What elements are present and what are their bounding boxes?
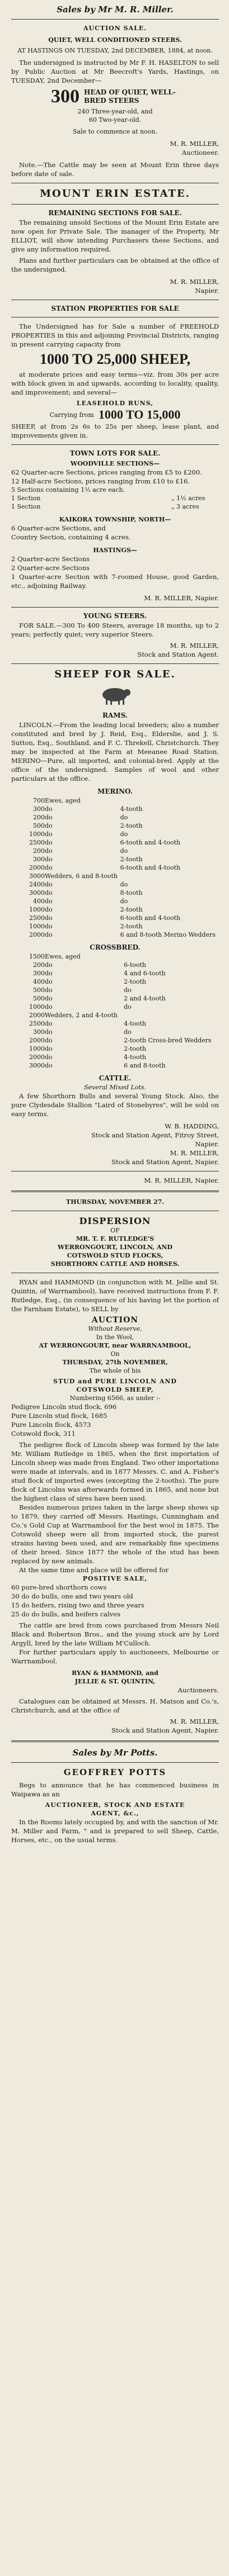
- kaikora-2: Country Section, containing 4 acres.: [11, 533, 131, 541]
- count-cell: 200: [33, 814, 45, 821]
- big-number-block: [11, 86, 219, 107]
- count-cell: 2000: [29, 1054, 45, 1061]
- desc-cell: do: [45, 1062, 53, 1069]
- count-cell: 3000: [29, 889, 45, 896]
- big-range: 1000 TO 25,000 SHEEP,: [40, 351, 190, 367]
- table-row: [11, 931, 219, 939]
- divider: [11, 204, 219, 205]
- cell: 1 Section: [11, 495, 41, 502]
- sheep-icon: [96, 684, 135, 707]
- desc-cell: do: [45, 914, 53, 922]
- body-2: In the Rooms lately occupied by, and with the sanction of Mr. M. Miller and Farm, " and is prepared to sell Sheep, Cattle, Horses, etc., on the usual terms.: [11, 1818, 219, 1844]
- carrying-block: [11, 407, 219, 422]
- woodville-title: WOODVILLE SECTIONS—: [70, 460, 160, 467]
- desc-cell: do: [45, 805, 53, 813]
- table-row: [11, 847, 219, 855]
- table-row: [11, 494, 219, 502]
- big-text: HEAD OF QUIET, WELL-BRED STEERS: [84, 88, 176, 105]
- desc-cell: 6 and 8-tooth: [124, 1062, 166, 1069]
- count-cell: 3000: [29, 1062, 45, 1069]
- desc-cell: do: [45, 906, 53, 913]
- detail-1: 240 Three-year-old, and: [77, 108, 153, 115]
- count-cell: 500: [33, 986, 45, 994]
- of: OF: [110, 1227, 120, 1234]
- count-cell: 1000: [29, 1003, 45, 1011]
- table-row: [11, 502, 219, 511]
- table-row: [11, 1019, 219, 1028]
- count-cell: 1000: [29, 831, 45, 838]
- body: The undersigned is instructed by Mr F. H. HASELTON to sell by Public Auction at Mr Beecroft's Yards, Hastings, on TUESDAY, 2nd December—: [11, 59, 219, 84]
- title-2: AGENT, &c.,: [91, 1810, 139, 1817]
- divider: [11, 1740, 219, 1742]
- item: Pedigree Lincoln stud flock, 696: [11, 1403, 117, 1411]
- woodville-1: 62 Quarter-acre Sections, prices ranging from £5 to £200.: [11, 468, 202, 476]
- count-cell: 2500: [29, 839, 45, 846]
- table-row: [11, 914, 219, 922]
- table-row: [11, 1036, 219, 1045]
- signature-role: Stock and Station Agent, Napier.: [111, 1158, 219, 1166]
- count-cell: 400: [33, 898, 45, 905]
- signature-role: Auctioneer.: [181, 149, 219, 156]
- woodville-table: [11, 486, 219, 511]
- desc-cell: do: [45, 961, 53, 969]
- desc-cell: do: [124, 986, 132, 994]
- count-cell: 400: [33, 978, 45, 985]
- desc-cell: do: [124, 1003, 132, 1011]
- desc-cell: 6-tooth and 4-tooth: [120, 839, 181, 846]
- body: The Undersigned has for Sale a number of FREEHOLD PROPERTIES in this and adjoining Provincial Districts, ranging in present carrying capacity from: [11, 322, 219, 348]
- table-row: [11, 889, 219, 897]
- desc-cell: 2-tooth: [120, 856, 143, 863]
- count-cell: 2000: [29, 864, 45, 871]
- count-cell: 2000: [29, 931, 45, 938]
- signature: M. R. MILLER,: [170, 278, 219, 286]
- hastings-1: 2 Quarter-acre Sections: [11, 555, 90, 563]
- body: The remaining unsold Sections of the Mount Erin Estate are now open for Private Sale. The manager of the Property, Mr ELLIOT, will show intending Purchasers these Sections, and give any information required.: [11, 219, 219, 253]
- desc-cell: 2-tooth: [120, 906, 143, 913]
- line-1: MR. T. F. RUTLEDGE'S: [76, 1235, 155, 1242]
- table-row: [11, 986, 219, 994]
- desc-cell: do: [45, 970, 53, 977]
- p1: RYAN and HAMMOND (in conjunction with M. Jellie and St. Quintin, of Warrnambool), have received instructions from F. F. Rutledge, Esq., (in consequence of his having let the portion of the Farnham Estate), to SELL by: [11, 1278, 219, 1313]
- desc-cell: do: [45, 847, 53, 855]
- kaikora-title: KAIKORA TOWNSHIP, NORTH—: [59, 516, 171, 523]
- table-row: [11, 1053, 219, 1061]
- divider: [11, 1190, 219, 1192]
- desc-cell: 2-tooth: [124, 1045, 147, 1052]
- desc-cell: 2-tooth: [120, 923, 143, 930]
- divider: [11, 19, 219, 20]
- table-row: [11, 1045, 219, 1053]
- table-row: [11, 905, 219, 914]
- desc-cell: do: [45, 995, 53, 1002]
- desc-cell: 2-tooth: [120, 822, 143, 829]
- signature-place: Napier.: [195, 1140, 219, 1148]
- count-cell: 300: [33, 856, 45, 863]
- p4: At the same time and place will be offered for: [19, 1566, 169, 1574]
- cell: 1 Section: [11, 503, 41, 510]
- merino-title: MERINO.: [97, 787, 133, 795]
- heading: YOUNG STEERS.: [83, 612, 147, 620]
- note: Sale to commence at noon.: [73, 128, 157, 135]
- hastings-3: 1 Quarter-acre Section with 7-roomed House, good Garden, etc., adjoining Railway.: [11, 573, 219, 590]
- cell: 5 Sections containing 1½ acre each.: [11, 486, 125, 494]
- desc-cell: do: [45, 1037, 53, 1044]
- nota: Note.—The Cattle may be seen at Mount Erin three days before date of sale.: [11, 161, 219, 178]
- divider: [11, 663, 219, 664]
- desc-cell: do: [45, 856, 53, 863]
- desc-cell: do: [45, 831, 53, 838]
- count-cell: 300: [33, 1028, 45, 1036]
- count-cell: 300: [33, 970, 45, 977]
- carrying-label: Carrying from: [49, 411, 94, 419]
- signature: M. R. MILLER,: [170, 642, 219, 649]
- desc-cell: do: [45, 931, 53, 938]
- desc-cell: 4-tooth: [120, 805, 143, 813]
- table-row: [11, 952, 219, 961]
- kaikora-1: 6 Quarter-acre Sections, and: [11, 524, 106, 532]
- subtitle: QUIET, WELL CONDITIONED STEERS.: [48, 36, 182, 44]
- positive: POSITIVE SALE,: [82, 1575, 148, 1582]
- table-row: [11, 969, 219, 978]
- signature-place: Napier.: [195, 287, 219, 295]
- signature-role: Stock and Station Agent.: [137, 651, 219, 658]
- without: Without Reserve,: [88, 1325, 142, 1332]
- desc-cell: do: [45, 881, 53, 888]
- table-row: [11, 897, 219, 905]
- table-row: [11, 880, 219, 889]
- date-line: AT HASTINGS ON TUESDAY, 2nd DECEMBER, 1884, at noon.: [17, 47, 213, 54]
- desc-cell: do: [45, 814, 53, 821]
- desc-cell: do: [120, 814, 128, 821]
- table-row: [11, 813, 219, 822]
- table-row: [11, 855, 219, 864]
- count-cell: 200: [33, 961, 45, 969]
- item: 60 pure-bred shorthorn cows: [11, 1583, 107, 1591]
- cell: [171, 486, 219, 494]
- when: THURSDAY, 27th NOVEMBER,: [62, 1359, 168, 1366]
- big-range-2: 1000 TO 15,000: [98, 407, 181, 421]
- desc-cell: do: [120, 831, 128, 838]
- signature: RYAN & HAMMOND, and: [72, 1669, 158, 1677]
- at: AT WERRONGOURT, near WARRNAMBOOL,: [39, 1342, 191, 1349]
- table-row: [11, 830, 219, 838]
- hastings-2: 2 Quarter-acre Sections: [11, 564, 90, 572]
- table-row: [11, 796, 219, 805]
- heading: TOWN LOTS FOR SALE.: [69, 449, 161, 457]
- table-row: [11, 961, 219, 969]
- desc-cell: do: [45, 1028, 53, 1036]
- title-1: AUCTIONEER, STOCK AND ESTATE: [45, 1801, 185, 1809]
- whole: The whole of his: [89, 1367, 141, 1374]
- section-header: Sales by Mr Potts.: [72, 1748, 158, 1758]
- desc-cell: Ewes, aged: [45, 797, 81, 804]
- count-cell: 2500: [29, 914, 45, 922]
- p6: For further particulars apply to auctioneers, Melbourne or Warrnambool.: [11, 1648, 219, 1665]
- desc-cell: Wedders, 6 and 8-tooth: [45, 872, 118, 880]
- desc-cell: do: [45, 986, 53, 994]
- numbering: Numbering 6566, as under :-: [69, 1394, 161, 1402]
- count-cell: 2400: [29, 881, 45, 888]
- count-cell: 1000: [29, 1045, 45, 1052]
- cattle-body: A few Shorthorn Bulls and several Young Stock. Also, the pure Clydesdale Stallion "Laird of Stonebyres", will be sold on easy terms.: [11, 1092, 219, 1118]
- count-cell: 700: [33, 797, 45, 804]
- count-cell: 3000: [29, 872, 45, 880]
- cattle-sub: Several Mixed Lots.: [83, 1084, 147, 1091]
- date: THURSDAY, NOVEMBER 27.: [66, 1198, 165, 1206]
- auction: AUCTION: [91, 1316, 139, 1325]
- desc-cell: 8-tooth: [120, 889, 143, 896]
- table-row: [11, 822, 219, 830]
- table-row: [11, 994, 219, 1003]
- body: Begs to announce that he has commenced business in Waipawa as an: [11, 1781, 219, 1798]
- table-row: [11, 978, 219, 986]
- sheep-logo: SHEEP FOR SALE.: [54, 668, 176, 680]
- p2: The pedigree flock of Lincoln sheep was formed by the late Mr. William Rutledge in 1865, when the first importation of Lincoln sheep was made from England. Two other importations were made at intervals, and in 1877 Messrs. C. and A. Fisher's stud flock of imported ewes (excepting the 2-tooths). The pure flock of Lincolns was afterwards formed in 1865, and none but the highest class of sires have been used.: [11, 1441, 219, 1502]
- desc-cell: do: [45, 1020, 53, 1027]
- count-cell: 1000: [29, 906, 45, 913]
- p3: Besides numerous prizes taken in the large sheep shows up to 1879, they carried off Messrs. Hastings, Cunningham and Co.'s Gold Cup at Warrnambool for the best wool in 1875. The Cotswold sheep were all from imported stock, the purest strains having been used, and are remarkably fine specimens of their breed. Since 1877 the whole of the stud has been replaced by new animals.: [11, 1503, 219, 1565]
- item: Pure Lincoln flock, 4573: [11, 1421, 91, 1429]
- table-row: [11, 1003, 219, 1011]
- p5: The cattle are bred from cows purchased from Messrs Neil Black and Robertson Bros., and the young stock are by Lord Argyll, bred by the late William M'Culloch.: [11, 1621, 219, 1647]
- signature: W. B. HADDING,: [165, 1122, 219, 1130]
- table-row: [11, 1028, 219, 1036]
- divider: [11, 444, 219, 445]
- signature: M. R. MILLER,: [170, 140, 219, 148]
- desc-cell: 2 and 4-tooth: [124, 995, 166, 1002]
- detail-2: 60 Two-year-old.: [88, 116, 142, 124]
- desc-cell: do: [45, 898, 53, 905]
- count-cell: 1000: [29, 923, 45, 930]
- stud-2: COTSWOLD SHEEP,: [76, 1386, 154, 1393]
- signature: M. R. MILLER, Napier.: [144, 1176, 219, 1184]
- desc-cell: 6-tooth: [124, 961, 147, 969]
- divider: [11, 607, 219, 608]
- desc-cell: do: [45, 822, 53, 829]
- desc-cell: 4 and 6-tooth: [124, 970, 166, 977]
- desc-cell: Ewes, aged: [45, 953, 81, 960]
- divider: [11, 1762, 219, 1763]
- desc-cell: do: [124, 1028, 132, 1036]
- signature: JELLIE & ST. QUINTIN,: [74, 1678, 156, 1685]
- signature: M. R. MILLER,: [170, 1149, 219, 1157]
- desc-cell: Wedders, 2 and 4-tooth: [45, 1012, 118, 1019]
- heading: REMAINING SECTIONS FOR SALE.: [48, 209, 182, 217]
- table-row: [11, 922, 219, 931]
- merino-table: [11, 796, 219, 939]
- stud-1: STUD and PURE LINCOLN AND: [53, 1378, 177, 1385]
- plans: Plans and further particulars can be obtained at the office of the undersigned.: [11, 257, 219, 273]
- potts-logo: GEOFFREY POTTS: [63, 1767, 167, 1777]
- desc-cell: 6 and 8-tooth Merino Wedders: [120, 931, 216, 938]
- count-cell: 300: [33, 805, 45, 813]
- table-row: [11, 838, 219, 847]
- item: 25 do do bulls, and heifers calves: [11, 1610, 120, 1618]
- count-cell: 500: [33, 995, 45, 1002]
- item: Pure Lincoln stud flock, 1685: [11, 1412, 108, 1420]
- table-row: [11, 864, 219, 872]
- desc-cell: do: [45, 864, 53, 871]
- rams-title: RAMS.: [102, 711, 128, 719]
- cell: „ 1½ acres: [171, 495, 205, 502]
- desc-cell: do: [45, 923, 53, 930]
- desc-cell: 6-tooth and 4-tooth: [120, 914, 181, 922]
- desc-cell: do: [45, 889, 53, 896]
- table-row: [11, 1061, 219, 1070]
- item: 15 do heifers, rising two and three years: [11, 1601, 144, 1609]
- crossbred-table: [11, 952, 219, 1070]
- on: On: [110, 1350, 120, 1358]
- item: 30 do do bulls, one and two years old: [11, 1592, 133, 1600]
- mount-erin-logo: MOUNT ERIN ESTATE.: [40, 188, 190, 200]
- desc-cell: do: [45, 1003, 53, 1011]
- line-2: WERRONGOURT, LINCOLN, AND: [58, 1244, 172, 1251]
- signature-role: Stock and Station Agent, Fitroy Street,: [91, 1131, 219, 1139]
- desc-cell: 4-tooth: [124, 1054, 147, 1061]
- leasehold: LEASEHOLD RUNS,: [76, 400, 154, 407]
- line-3: COTSWOLD STUD FLOCKS,: [67, 1252, 163, 1259]
- desc-cell: do: [120, 898, 128, 905]
- count-cell: 500: [33, 822, 45, 829]
- line-4: SHORTHORN CATTLE AND HORSES.: [50, 1260, 180, 1268]
- desc-cell: do: [45, 1045, 53, 1052]
- table-row: [11, 1011, 219, 1019]
- cell: „ 3 acres: [171, 503, 199, 510]
- section-header: Sales by Mr M. R. Miller.: [57, 4, 174, 15]
- big-number: 300: [51, 86, 80, 107]
- count-cell: 2500: [29, 1020, 45, 1027]
- signature: M. R. MILLER, Napier.: [144, 594, 219, 602]
- count-cell: 200: [33, 847, 45, 855]
- desc-cell: do: [120, 881, 128, 888]
- desc-cell: do: [45, 839, 53, 846]
- desc-cell: do: [120, 847, 128, 855]
- body: FOR SALE.—300 To 400 Steers, average 18 months, up to 2 years; perfectly quiet; very superior Steers.: [11, 622, 219, 638]
- cattle-title: CATTLE.: [99, 1074, 132, 1082]
- table-row: [11, 805, 219, 813]
- rams-body: LINCOLN.—From the leading local breeders; also a number constituted and bred by J. Reid, Esq., Elderslie, and J. S. Sutton, Esq., Southland, and F. C. Threkell, Christchurch. They may be inspected at the Farm at Meeanee Road Station. MERINO—Pure, all imported, and colonial-bred. Apply at the office of the undersigned. Samples of wool and other particulars at the office.: [11, 721, 219, 782]
- item: Cotswold flock, 311: [11, 1430, 76, 1438]
- signature-role: Auctioneers.: [177, 1686, 219, 1694]
- desc-cell: 4-tooth: [124, 1020, 147, 1027]
- desc-cell: 6-tooth and 4-tooth: [120, 864, 181, 871]
- signature-role: Stock and Station Agent, Napier.: [111, 1726, 219, 1734]
- hastings-title: HASTINGS—: [93, 547, 137, 554]
- table-row: [11, 486, 219, 494]
- signature: M. R. MILLER,: [170, 1718, 219, 1725]
- title: DISPERSION: [79, 1216, 151, 1226]
- table-row: [11, 872, 219, 880]
- count-cell: 2000: [29, 1012, 45, 1019]
- woodville-2: 12 Half-acre Sections, prices ranging from £10 to £16.: [11, 477, 190, 485]
- desc-cell: do: [45, 1054, 53, 1061]
- p7: Catalogues can be obtained at Messrs. H. Matson and Co.'s, Christchurch, and at the office of: [11, 1697, 219, 1714]
- count-cell: 1500: [29, 953, 45, 960]
- desc-cell: do: [45, 978, 53, 985]
- desc-cell: 2-tooth Cross-bred Wedders: [124, 1037, 212, 1044]
- desc-cell: 2-tooth: [124, 978, 147, 985]
- count-cell: 2000: [29, 1037, 45, 1044]
- body-2: at moderate prices and easy terms—viz. from 30s per acre with block given in and upwards, according to locality, quality, and improvement; and several—: [11, 371, 219, 396]
- heading: STATION PROPERTIES FOR SALE: [51, 305, 179, 312]
- body-3: SHEEP, at from 2s 6s to 25s per sheep, lease plant, and improvements given in.: [11, 423, 219, 439]
- title: AUCTION SALE.: [83, 25, 147, 32]
- wool: In the Wool,: [96, 1334, 134, 1341]
- crossbred-title: CROSSBRED.: [90, 943, 141, 951]
